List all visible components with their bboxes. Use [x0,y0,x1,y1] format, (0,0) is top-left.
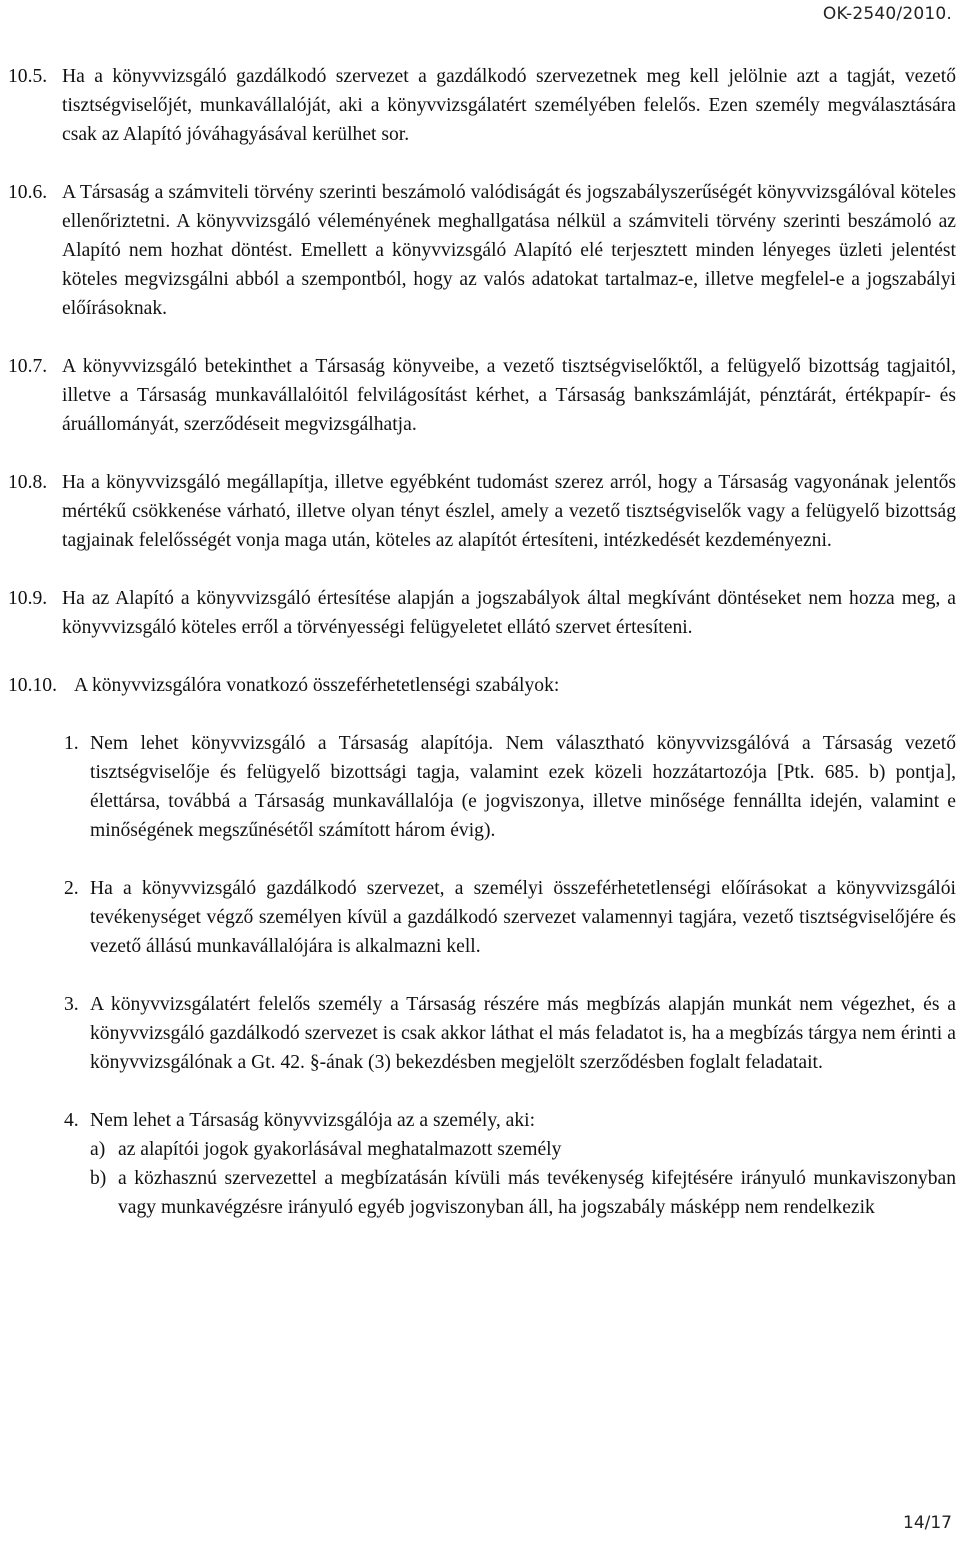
paragraph-number: 10.5. [8,66,48,87]
list-item [64,1106,956,1222]
list-item [64,729,956,845]
sublist-item-text: az alapítói jogok gyakorlásával meghatalmazott személy [118,1139,562,1160]
paragraph-number: 10.10. [8,675,57,696]
paragraph-10-10 [8,671,956,700]
paragraph-10-5 [8,62,956,149]
paragraph-10-9 [8,584,956,642]
paragraph-number: 10.7. [8,356,48,377]
list-item-number: 1. [64,733,79,754]
sublist-item [90,1135,956,1164]
paragraph-10-6 [8,178,956,323]
sublist-item-letter: a) [90,1139,106,1160]
document-code: OK-2540/2010. [822,4,952,24]
paragraph-text: Ha az Alapító a könyvvizsgáló értesítése alapján a jogszabályok által megkívánt döntéseket nem hozza meg, a könyvvizsgáló köteles erről a törvényességi felügyeletet ellátó szervet értesíteni. [62,588,956,638]
sublist-item-letter: b) [90,1168,107,1189]
list-item-number: 4. [64,1110,79,1131]
sublist-item [90,1164,956,1222]
list-item-text: Ha a könyvvizsgáló gazdálkodó szervezet, a személyi összeférhetetlenségi előírásokat a könyvvizsgálói tevékenységet végző személyen kívül a gazdálkodó szervezet valamennyi tagjára, vezető tisztségviselőjére és vezető állású munkavállalójára is alkalmazni kell. [90,878,956,957]
paragraph-10-8 [8,468,956,555]
paragraph-text: A könyvvizsgáló betekinthet a Társaság könyveibe, a vezető tisztségviselőktől, a felügyelő bizottság tagjaitól, illetve a Társaság munkavállalóitól felvilágosítást kérhet, a Társaság bankszámláját, pénztárát, értékpapír- és áruállományát, szerződéseit megvizsgálhatja. [62,356,956,435]
list-item-text: Nem lehet a Társaság könyvvizsgálója az a személy, aki: [90,1110,536,1131]
paragraph-number: 10.8. [8,472,48,493]
list-item [64,874,956,961]
paragraph-number: 10.9. [8,588,48,609]
page-number: 14/17 [903,1513,952,1533]
incompatibility-rules-list [8,729,956,1222]
paragraph-text: Ha a könyvvizsgáló gazdálkodó szervezet a gazdálkodó szervezetnek meg kell jelölnie azt a tagját, vezető tisztségviselőjét, munkavállalóját, aki a könyvvizsgálatért személyében felelős. Ezen személy megválasztására csak az Alapító jóváhagyásával kerülhet sor. [62,66,956,145]
paragraph-10-7 [8,352,956,439]
paragraph-text: Ha a könyvvizsgáló megállapítja, illetve egyébként tudomást szerez arról, hogy a Társaság vagyonának jelentős mértékű csökkenése várható, illetve olyan tényt észlel, amely a vezető tisztségviselők vagy a felügyelő bizottság tagjainak felelősségét vonja maga után, köteles az alapítót értesíteni, intézkedését kezdeményezni. [62,472,956,551]
sublist-item-text: a közhasznú szervezettel a megbízatásán kívüli más tevékenység kifejtésére irányuló munkaviszonyban vagy munkavégzésre irányuló egyéb jogviszonyban áll, ha jogszabály másképp nem rendelkezik [118,1168,956,1218]
list-item-text: A könyvvizsgálatért felelős személy a Társaság részére más megbízás alapján munkát nem végezhet, és a könyvvizsgáló gazdálkodó szervezet is csak akkor láthat el más feladatot is, ha a megbízás tárgya nem érinti a könyvvizsgálónak a Gt. 42. §-ának (3) bekezdésben megjelölt szerződésben foglalt feladatait. [90,994,956,1073]
list-item [64,990,956,1077]
list-item-number: 2. [64,878,79,899]
document-body [8,62,956,1222]
paragraph-text: A Társaság a számviteli törvény szerinti beszámoló valódiságát és jogszabályszerűségét könyvvizsgálóval köteles ellenőriztetni. A könyvvizsgáló véleményének meghallgatása nélkül a számviteli törvény szerinti beszámoló az Alapító nem hozhat döntést. Emellett a könyvvizsgáló Alapító elé terjesztett minden lényeges üzleti jelentést köteles megvizsgálni abból a szempontból, hogy az valós adatokat tartalmaz-e, illetve megfelel-e a jogszabályi előírásoknak. [62,182,956,319]
paragraph-text: A könyvvizsgálóra vonatkozó összeférhetetlenségi szabályok: [74,675,560,696]
list-item-text: Nem lehet könyvvizsgáló a Társaság alapítója. Nem választható könyvvizsgálóvá a Társaság vezető tisztségviselője és felügyelő bizottsági tagja, valamint ezek közeli hozzátartozója [Ptk. 685. b) pontja], élettársa, továbbá a Társaság munkavállalója (e jogviszonya, illetve minősége fennállta idején, valamint e minőségének megszűnésétől számított három évig). [90,733,956,841]
list-item-number: 3. [64,994,79,1015]
paragraph-number: 10.6. [8,182,48,203]
